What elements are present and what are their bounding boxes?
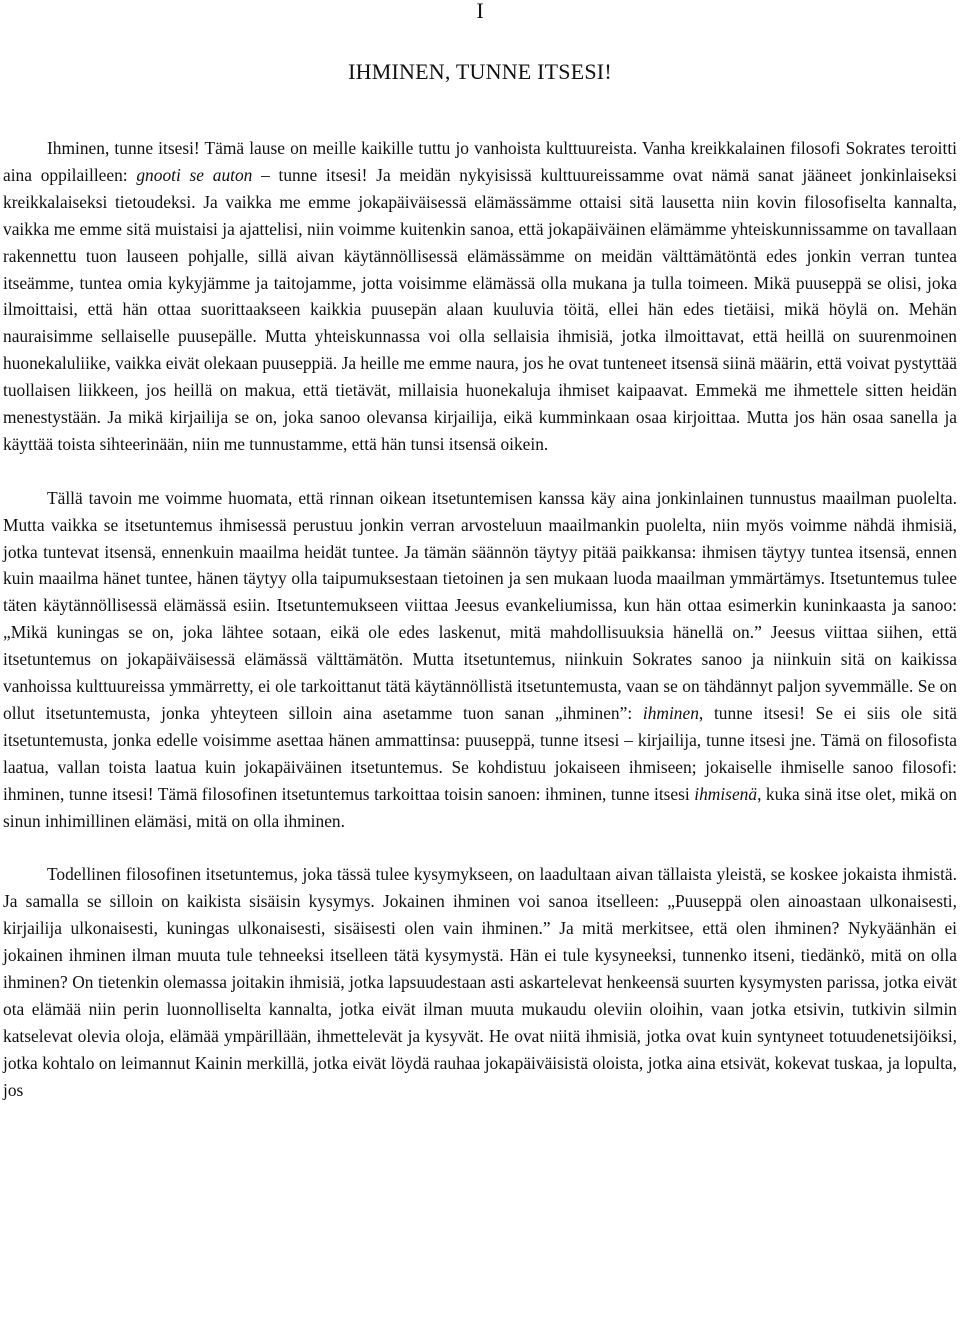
italic-word: ihmisenä bbox=[694, 783, 758, 804]
paragraph-text: , tunne itsesi! Se ei siis ole sitä itsetuntemusta, jonka edelle voisimme asettaa hänen ammattinsa: puuseppä, tunne itsesi – kirjailija, tunne itsesi jne. Tämä on filosofista laatua, vallan toista laatua kuin jokapäiväinen itsetuntemus. Se kohdistuu jokaiseen ihmiseen; jokaiselle ihmiselle sanoo filosofi: ihminen, tunne itsesi! Tämä filosofinen itsetuntemus tarkoittaa toisin sanoen: ihminen, tunne itsesi bbox=[3, 703, 957, 804]
italic-word: ihminen bbox=[642, 703, 699, 724]
paragraph-text: Todellinen filosofinen itsetuntemus, joka tässä tulee kysymykseen, on laadultaan aivan tällaista yleistä, se koskee jokaista ihmistä. Ja samalla se silloin on kaikista sisäisin kysymys. Jokainen ihminen voi sanoa itselleen: „Puuseppä olen ainoastaan ulkonaisesti, kirjailija ulkonaisesti, kuningas ulkonaisesti, sisäisesti olen vain ihminen.” Ja mitä merkitsee, että olen ihminen? Nykyäänhän ei jokainen ihminen ilman muuta tule tehneeksi itselleen tätä kysymystä. Hän ei tule kysyneeksi, tunnenko itseni, tiedänkö, mitä on olla ihminen? On tietenkin olemassa joitakin ihmisiä, jotka lapsuudestaan asti askartelevat henkeensä suurten kysymysten parissa, jotka eivät ota elämää niin perin luonnolliselta kannalta, jotka eivät ilman muuta mukaudu oleviin oloihin, vaan jotka etsivin, tutkivin silmin katselevat olevia oloja, elämää ympärillään, ihmettelevät ja kysyvät. He ovat niitä ihmisiä, jotka ovat kuin syntyneet totuudenetsijöiksi, jotka kohtalo on leimannut Kainin merkillä, jotka eivät löydä rauhaa jokapäiväisistä oloista, jotka aina etsivät, kokevat tuskaa, ja lopulta, jos bbox=[3, 864, 957, 1100]
paragraph bbox=[3, 135, 957, 458]
paragraph-text: Tällä tavoin me voimme huomata, että rinnan oikean itsetuntemisen kanssa käy aina jonkinlainen tunnustus maailman puolelta. Mutta vaikka se itsetuntemus ihmisessä perustuu jonkin verran arvosteluun maailmankin puolelta, niin myös voimme nähdä ihmisiä, jotka tuntevat itsensä, ennenkuin maailma heidät tuntee. Ja tämän säännön täytyy pitää paikkansa: ihmisen täytyy tuntea itsensä, ennen kuin maailma hänet tuntee, hänen täytyy olla taipumuksestaan tietoinen ja sen mukaan luoda maailman ymmärtämys. Itsetuntemus tulee täten käytännöllisessä elämässä esiin. Itsetuntemukseen viittaa Jeesus evankeliumissa, kun hän ottaa esimerkin kuninkaasta ja sanoo: „Mikä kuningas se on, joka lähtee sotaan, eikä ole edes laskenut, mitä mahdollisuuksia hänellä on.” Jeesus viittaa siihen, että itsetuntemus on jokapäiväisessä elämässä välttämätön. Mutta itsetuntemus, niinkuin Sokrates sanoo ja niinkuin sitä on kaikissa vanhoissa kulttuureissa ymmärretty, ei ole tarkoittanut tätä käytännöllistä itsetuntemusta, vaan se on tähdännyt paljon syvemmälle. Se on ollut itsetuntemusta, jonka yhteyteen silloin aina asetamme tuon sanan „ihminen”: bbox=[3, 487, 957, 724]
paragraph-text: – tunne itsesi! Ja meidän nykyisissä kulttuureissamme ovat nämä sanat jääneet jonkinlaiseksi kreikkalaiseksi tietoudeksi. Ja vaikka me emme jokapäiväisessä elämässämme ottaisi sitä lausetta niin kovin filosofiselta kannalta, vaikka me emme sitä muistaisi ja ajattelisi, niin voimme kuitenkin sanoa, että jokapäiväinen elämämme yhteiskunnissamme on tavallaan rakennettu tuon lauseen pohjalle, sillä aivan käytännöllisessä elämässämme on meidän välttämätöntä edes jonkin verran tuntea itseämme, tuntea omia kykyjämme ja taitojamme, jotta voisimme elämässä olla mukana ja tulla toimeen. Mikä puuseppä se olisi, joka ilmoittaisi, että hän ottaa suorittaakseen kaikkia puusepän alaan kuuluvia töitä, ellei hän edes tietäisi, mikä höylä on. Mehän nauraisimme sellaiselle puusepälle. Mutta yhteiskunnassa voi olla sellaisia ihmisiä, jotka ilmoittavat, että heillä on suurenmoinen huonekaluliike, vaikka eivät olekaan puuseppiä. Ja heille me emme naura, jos he ovat tunteneet itsensä siinä määrin, että voivat pystyttää tuollaisen liikkeen, jos heillä on makua, että tietävät, millaisia huonekaluja ihmiset kaipaavat. Emmekä me ihmettele sitten heidän menestystään. Ja mikä kirjailija se on, joka sanoo olevansa kirjailija, eikä kumminkaan osaa kirjoittaa. Mutta jos hän osaa sanella ja käyttää toista sihteerinään, niin me tunnustamme, että hän tunsi itsensä oikein. bbox=[3, 164, 957, 454]
body-text bbox=[3, 135, 957, 1104]
chapter-number: I bbox=[476, 0, 484, 23]
chapter-title: IHMINEN, TUNNE ITSESI! bbox=[348, 59, 612, 84]
paragraph bbox=[3, 861, 957, 1103]
paragraph-text: , kuka sinä itse olet, mikä on sinun inhimillinen elämäsi, mitä on olla ihminen. bbox=[3, 783, 957, 831]
paragraph-text: Ihminen, tunne itsesi! Tämä lause on meille kaikille tuttu jo vanhoista kulttuureista. Vanha kreikkalainen filosofi Sokrates teroitti aina oppilailleen: bbox=[3, 138, 957, 185]
italic-phrase: gnooti se auton bbox=[136, 164, 253, 185]
paragraph bbox=[3, 485, 957, 835]
